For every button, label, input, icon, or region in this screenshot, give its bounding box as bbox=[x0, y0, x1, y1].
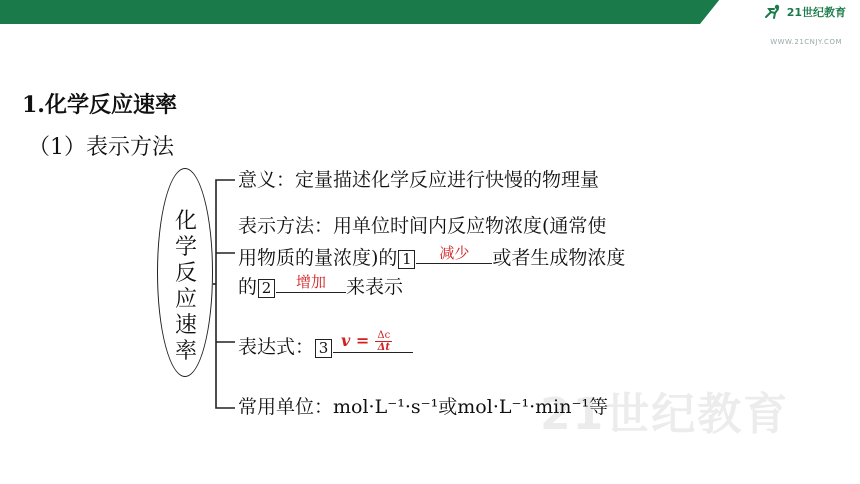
vertical-label-char: 反 bbox=[174, 261, 197, 286]
formula-numerator: Δc bbox=[377, 329, 391, 341]
vertical-label-char: 应 bbox=[174, 287, 197, 312]
method-row-3 bbox=[238, 272, 403, 299]
method-text: 的 bbox=[238, 276, 258, 298]
units-text: mol·L⁻¹·s⁻¹或mol·L⁻¹·min⁻¹等 bbox=[333, 396, 609, 418]
answer-1: 减少 bbox=[439, 244, 470, 262]
branch-bracket bbox=[213, 160, 239, 410]
units-row bbox=[238, 395, 608, 419]
meaning-row: 意义：定量描述化学反应进行快慢的物理量 bbox=[238, 169, 600, 191]
vertical-label-char: 率 bbox=[174, 339, 197, 364]
method-row-2 bbox=[238, 243, 625, 270]
answer-2: 增加 bbox=[296, 273, 327, 291]
brand-logo bbox=[762, 3, 846, 21]
vertical-label-char: 学 bbox=[174, 235, 197, 260]
section-subtitle: （1）表示方法 bbox=[28, 135, 174, 160]
method-text: 用物质的量浓度)的 bbox=[238, 247, 398, 269]
vertical-label-char: 速 bbox=[174, 313, 197, 338]
blank-number-box: 2 bbox=[258, 279, 275, 298]
formula-denominator: Δt bbox=[377, 341, 390, 353]
units-label: 常用单位： bbox=[238, 396, 334, 418]
section-title: 1.化学反应速率 bbox=[22, 92, 177, 118]
runner-icon bbox=[762, 4, 784, 20]
blank-number-box: 3 bbox=[315, 339, 332, 358]
expression-row bbox=[238, 330, 413, 359]
watermark: 21世纪教育 bbox=[540, 389, 790, 440]
method-text: 来表示 bbox=[346, 276, 404, 298]
method-text: 或者生成物浓度 bbox=[492, 247, 626, 269]
answer-blank-1 bbox=[416, 243, 492, 264]
brand-logo-url: WWW.21CNJY.COM bbox=[770, 38, 842, 46]
brand-logo-text: 21世纪教育 bbox=[786, 6, 846, 19]
formula-lhs: v = bbox=[341, 331, 370, 350]
method-row-1: 表示方法：用单位时间内反应物浓度(通常使 bbox=[238, 215, 607, 237]
formula bbox=[341, 328, 392, 353]
expression-label: 表达式： bbox=[238, 336, 315, 358]
answer-blank-2 bbox=[276, 272, 346, 293]
formula-fraction bbox=[375, 330, 392, 353]
vertical-label-char: 化 bbox=[174, 209, 197, 234]
blank-number-box: 1 bbox=[398, 250, 415, 269]
answer-blank-3 bbox=[333, 330, 413, 353]
